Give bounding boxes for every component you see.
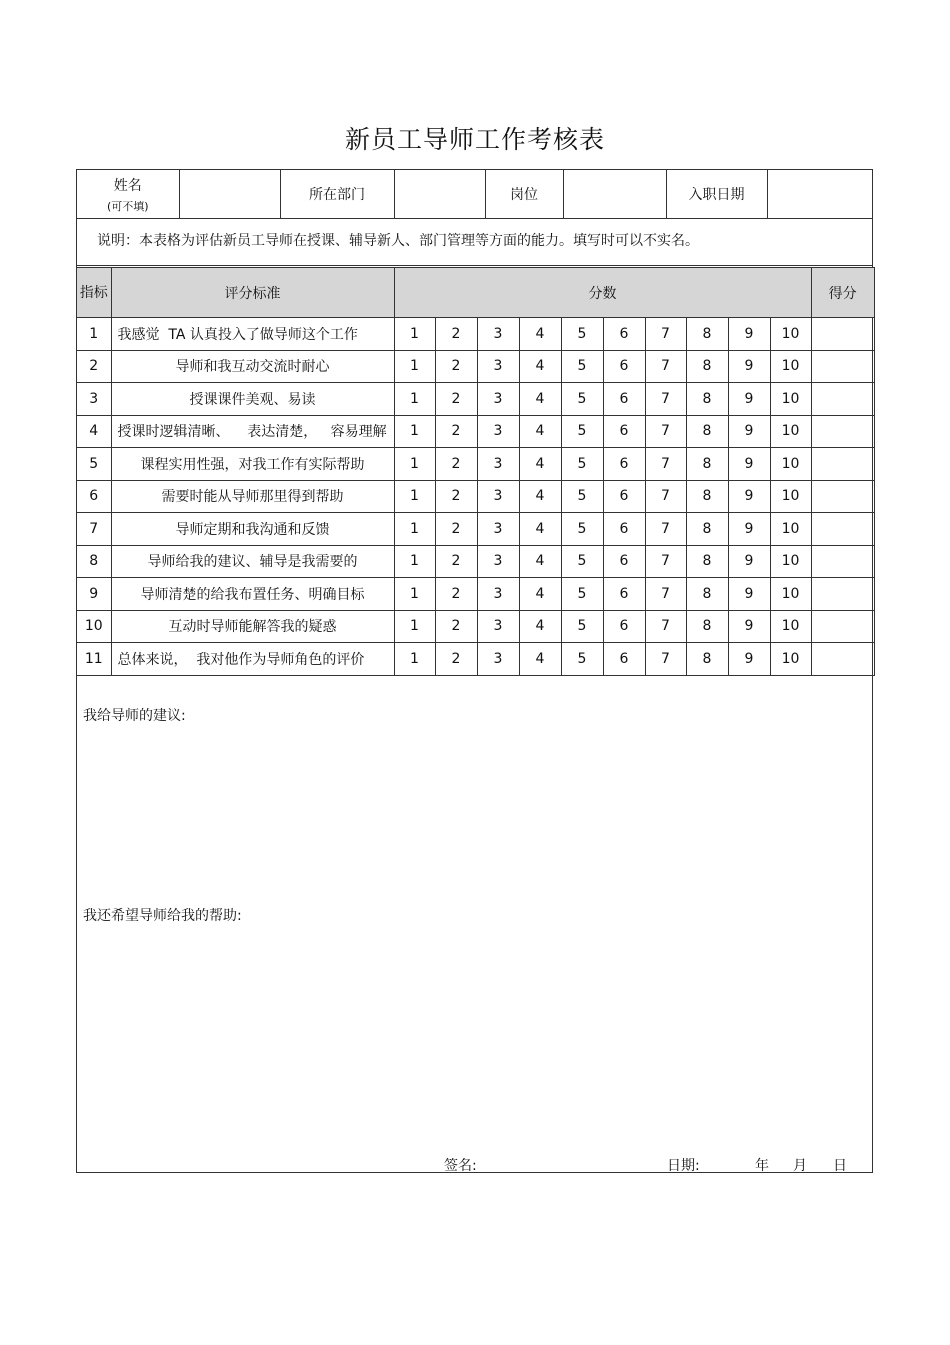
score-option-9[interactable]: 9 <box>728 448 770 481</box>
score-option-8[interactable]: 8 <box>686 643 728 676</box>
score-option-8[interactable]: 8 <box>686 415 728 448</box>
score-option-4[interactable]: 4 <box>519 448 561 481</box>
score-option-10[interactable]: 10 <box>770 513 811 546</box>
score-option-4[interactable]: 4 <box>519 545 561 578</box>
score-option-10[interactable]: 10 <box>770 415 811 448</box>
score-option-10[interactable]: 10 <box>770 578 811 611</box>
score-option-4[interactable]: 4 <box>519 480 561 513</box>
score-option-6[interactable]: 6 <box>603 610 645 643</box>
name-label-cell <box>77 170 179 219</box>
score-option-8[interactable]: 8 <box>686 318 728 351</box>
name-sub-label: (可不填) <box>106 199 149 213</box>
score-option-4[interactable]: 4 <box>519 643 561 676</box>
score-row <box>77 448 874 481</box>
score-row <box>77 578 874 611</box>
criteria-text: 课程实用性强，对我工作有实际帮助 <box>111 448 394 481</box>
date-label: 日期: <box>667 1158 700 1174</box>
got-score-field[interactable] <box>811 480 874 513</box>
criteria-text: 互动时导师能解答我的疑惑 <box>111 610 394 643</box>
row-index: 7 <box>77 513 111 546</box>
score-option-1[interactable]: 1 <box>394 383 435 416</box>
month-label: 月 <box>793 1158 807 1174</box>
row-index: 11 <box>77 643 111 676</box>
help-label: 我还希望导师给我的帮助: <box>83 908 242 924</box>
score-row <box>77 415 874 448</box>
criteria-text: 授课时逻辑清晰、 表达清楚， 容易理解 <box>111 415 394 448</box>
criteria-text: 我感觉 TA 认真投入了做导师这个工作 <box>111 318 394 351</box>
score-option-1[interactable]: 1 <box>394 448 435 481</box>
score-option-4[interactable]: 4 <box>519 350 561 383</box>
score-option-3[interactable]: 3 <box>477 415 519 448</box>
score-option-2[interactable]: 2 <box>435 643 477 676</box>
page-title: 新员工导师工作考核表 <box>344 125 605 154</box>
score-option-6[interactable]: 6 <box>603 578 645 611</box>
score-option-5[interactable]: 5 <box>561 350 603 383</box>
index-header: 指标 <box>77 268 111 318</box>
score-option-7[interactable]: 7 <box>645 643 686 676</box>
score-option-6[interactable]: 6 <box>603 318 645 351</box>
score-row <box>77 610 874 643</box>
got-score-field[interactable] <box>811 610 874 643</box>
score-option-9[interactable]: 9 <box>728 318 770 351</box>
criteria-text: 总体来说， 我对他作为导师角色的评价 <box>111 643 394 676</box>
score-option-10[interactable]: 10 <box>770 448 811 481</box>
score-row <box>77 318 874 351</box>
score-option-3[interactable]: 3 <box>477 383 519 416</box>
score-row <box>77 480 874 513</box>
score-option-5[interactable]: 5 <box>561 578 603 611</box>
score-option-4[interactable]: 4 <box>519 383 561 416</box>
post-label: 岗位 <box>485 170 563 219</box>
score-option-4[interactable]: 4 <box>519 578 561 611</box>
name-label: 姓名 <box>113 177 142 194</box>
score-option-10[interactable]: 10 <box>770 318 811 351</box>
got-score-field[interactable] <box>811 318 874 351</box>
score-option-5[interactable]: 5 <box>561 415 603 448</box>
got-score-field[interactable] <box>811 415 874 448</box>
score-option-5[interactable]: 5 <box>561 448 603 481</box>
score-option-4[interactable]: 4 <box>519 415 561 448</box>
score-option-2[interactable]: 2 <box>435 513 477 546</box>
score-option-4[interactable]: 4 <box>519 318 561 351</box>
evaluation-form <box>76 169 873 1173</box>
row-index: 2 <box>77 350 111 383</box>
instruction-note: 说明：本表格为评估新员工导师在授课、辅导新人、部门管理等方面的能力。填写时可以不实名。 <box>77 220 872 266</box>
row-index: 4 <box>77 415 111 448</box>
criteria-text: 导师清楚的给我布置任务、明确目标 <box>111 578 394 611</box>
score-option-6[interactable]: 6 <box>603 448 645 481</box>
info-table <box>77 170 872 219</box>
score-option-5[interactable]: 5 <box>561 480 603 513</box>
score-option-1[interactable]: 1 <box>394 480 435 513</box>
score-option-10[interactable]: 10 <box>770 480 811 513</box>
criteria-text: 导师和我互动交流时耐心 <box>111 350 394 383</box>
score-option-9[interactable]: 9 <box>728 513 770 546</box>
score-option-2[interactable]: 2 <box>435 415 477 448</box>
criteria-header: 评分标准 <box>111 268 394 318</box>
score-option-1[interactable]: 1 <box>394 513 435 546</box>
score-option-8[interactable]: 8 <box>686 545 728 578</box>
score-option-9[interactable]: 9 <box>728 415 770 448</box>
score-table <box>77 267 875 676</box>
score-option-3[interactable]: 3 <box>477 480 519 513</box>
score-option-6[interactable]: 6 <box>603 545 645 578</box>
post-field[interactable] <box>563 170 666 219</box>
score-option-1[interactable]: 1 <box>394 643 435 676</box>
score-option-10[interactable]: 10 <box>770 610 811 643</box>
score-option-7[interactable]: 7 <box>645 448 686 481</box>
score-row <box>77 383 874 416</box>
row-index: 8 <box>77 545 111 578</box>
dept-field[interactable] <box>394 170 485 219</box>
score-option-8[interactable]: 8 <box>686 480 728 513</box>
score-option-9[interactable]: 9 <box>728 545 770 578</box>
score-option-6[interactable]: 6 <box>603 480 645 513</box>
score-option-5[interactable]: 5 <box>561 318 603 351</box>
score-header: 分数 <box>394 268 811 318</box>
signature-label: 签名: <box>444 1158 477 1174</box>
got-score-field[interactable] <box>811 545 874 578</box>
score-option-8[interactable]: 8 <box>686 578 728 611</box>
row-index: 3 <box>77 383 111 416</box>
score-option-3[interactable]: 3 <box>477 448 519 481</box>
score-option-4[interactable]: 4 <box>519 513 561 546</box>
score-option-2[interactable]: 2 <box>435 318 477 351</box>
score-option-2[interactable]: 2 <box>435 610 477 643</box>
score-option-2[interactable]: 2 <box>435 350 477 383</box>
score-option-10[interactable]: 10 <box>770 383 811 416</box>
got-score-field[interactable] <box>811 513 874 546</box>
score-option-8[interactable]: 8 <box>686 350 728 383</box>
score-option-6[interactable]: 6 <box>603 415 645 448</box>
name-field[interactable] <box>179 170 280 219</box>
score-option-7[interactable]: 7 <box>645 545 686 578</box>
score-option-9[interactable]: 9 <box>728 643 770 676</box>
score-option-2[interactable]: 2 <box>435 545 477 578</box>
score-option-3[interactable]: 3 <box>477 610 519 643</box>
day-label: 日 <box>833 1158 847 1174</box>
score-option-7[interactable]: 7 <box>645 350 686 383</box>
score-option-2[interactable]: 2 <box>435 480 477 513</box>
suggestion-label: 我给导师的建议: <box>83 708 186 724</box>
score-option-5[interactable]: 5 <box>561 545 603 578</box>
score-option-7[interactable]: 7 <box>645 610 686 643</box>
score-option-10[interactable]: 10 <box>770 350 811 383</box>
dept-label: 所在部门 <box>280 170 394 219</box>
score-option-8[interactable]: 8 <box>686 448 728 481</box>
got-score-field[interactable] <box>811 383 874 416</box>
score-option-2[interactable]: 2 <box>435 383 477 416</box>
score-option-10[interactable]: 10 <box>770 643 811 676</box>
row-index: 10 <box>77 610 111 643</box>
got-score-header: 得分 <box>811 268 874 318</box>
score-header-row <box>77 268 874 318</box>
criteria-text: 授课课件美观、易读 <box>111 383 394 416</box>
score-option-1[interactable]: 1 <box>394 318 435 351</box>
score-option-3[interactable]: 3 <box>477 350 519 383</box>
score-option-1[interactable]: 1 <box>394 610 435 643</box>
score-option-3[interactable]: 3 <box>477 643 519 676</box>
score-option-9[interactable]: 9 <box>728 480 770 513</box>
score-row <box>77 643 874 676</box>
score-option-5[interactable]: 5 <box>561 610 603 643</box>
year-label: 年 <box>755 1158 769 1174</box>
got-score-field[interactable] <box>811 578 874 611</box>
score-row <box>77 513 874 546</box>
join-date-label: 入职日期 <box>666 170 767 219</box>
score-option-3[interactable]: 3 <box>477 578 519 611</box>
criteria-text: 需要时能从导师那里得到帮助 <box>111 480 394 513</box>
score-option-7[interactable]: 7 <box>645 480 686 513</box>
got-score-field[interactable] <box>811 448 874 481</box>
score-option-9[interactable]: 9 <box>728 578 770 611</box>
score-option-6[interactable]: 6 <box>603 383 645 416</box>
score-option-8[interactable]: 8 <box>686 513 728 546</box>
score-option-3[interactable]: 3 <box>477 513 519 546</box>
criteria-text: 导师定期和我沟通和反馈 <box>111 513 394 546</box>
score-option-9[interactable]: 9 <box>728 610 770 643</box>
score-option-6[interactable]: 6 <box>603 350 645 383</box>
criteria-text: 导师给我的建议、辅导是我需要的 <box>111 545 394 578</box>
score-option-6[interactable]: 6 <box>603 513 645 546</box>
score-option-7[interactable]: 7 <box>645 383 686 416</box>
score-option-9[interactable]: 9 <box>728 383 770 416</box>
got-score-field[interactable] <box>811 643 874 676</box>
score-option-8[interactable]: 8 <box>686 383 728 416</box>
join-date-field[interactable] <box>767 170 872 219</box>
score-option-1[interactable]: 1 <box>394 578 435 611</box>
score-option-10[interactable]: 10 <box>770 545 811 578</box>
score-option-8[interactable]: 8 <box>686 610 728 643</box>
score-option-5[interactable]: 5 <box>561 383 603 416</box>
score-option-1[interactable]: 1 <box>394 350 435 383</box>
row-index: 1 <box>77 318 111 351</box>
score-option-5[interactable]: 5 <box>561 513 603 546</box>
score-option-1[interactable]: 1 <box>394 415 435 448</box>
score-row <box>77 350 874 383</box>
got-score-field[interactable] <box>811 350 874 383</box>
score-option-1[interactable]: 1 <box>394 545 435 578</box>
score-option-2[interactable]: 2 <box>435 578 477 611</box>
row-index: 6 <box>77 480 111 513</box>
score-option-6[interactable]: 6 <box>603 643 645 676</box>
score-row <box>77 545 874 578</box>
score-option-5[interactable]: 5 <box>561 643 603 676</box>
score-option-3[interactable]: 3 <box>477 545 519 578</box>
score-option-7[interactable]: 7 <box>645 513 686 546</box>
row-index: 9 <box>77 578 111 611</box>
score-option-2[interactable]: 2 <box>435 448 477 481</box>
score-option-7[interactable]: 7 <box>645 578 686 611</box>
score-option-7[interactable]: 7 <box>645 415 686 448</box>
row-index: 5 <box>77 448 111 481</box>
score-option-4[interactable]: 4 <box>519 610 561 643</box>
score-option-3[interactable]: 3 <box>477 318 519 351</box>
score-option-9[interactable]: 9 <box>728 350 770 383</box>
score-option-7[interactable]: 7 <box>645 318 686 351</box>
